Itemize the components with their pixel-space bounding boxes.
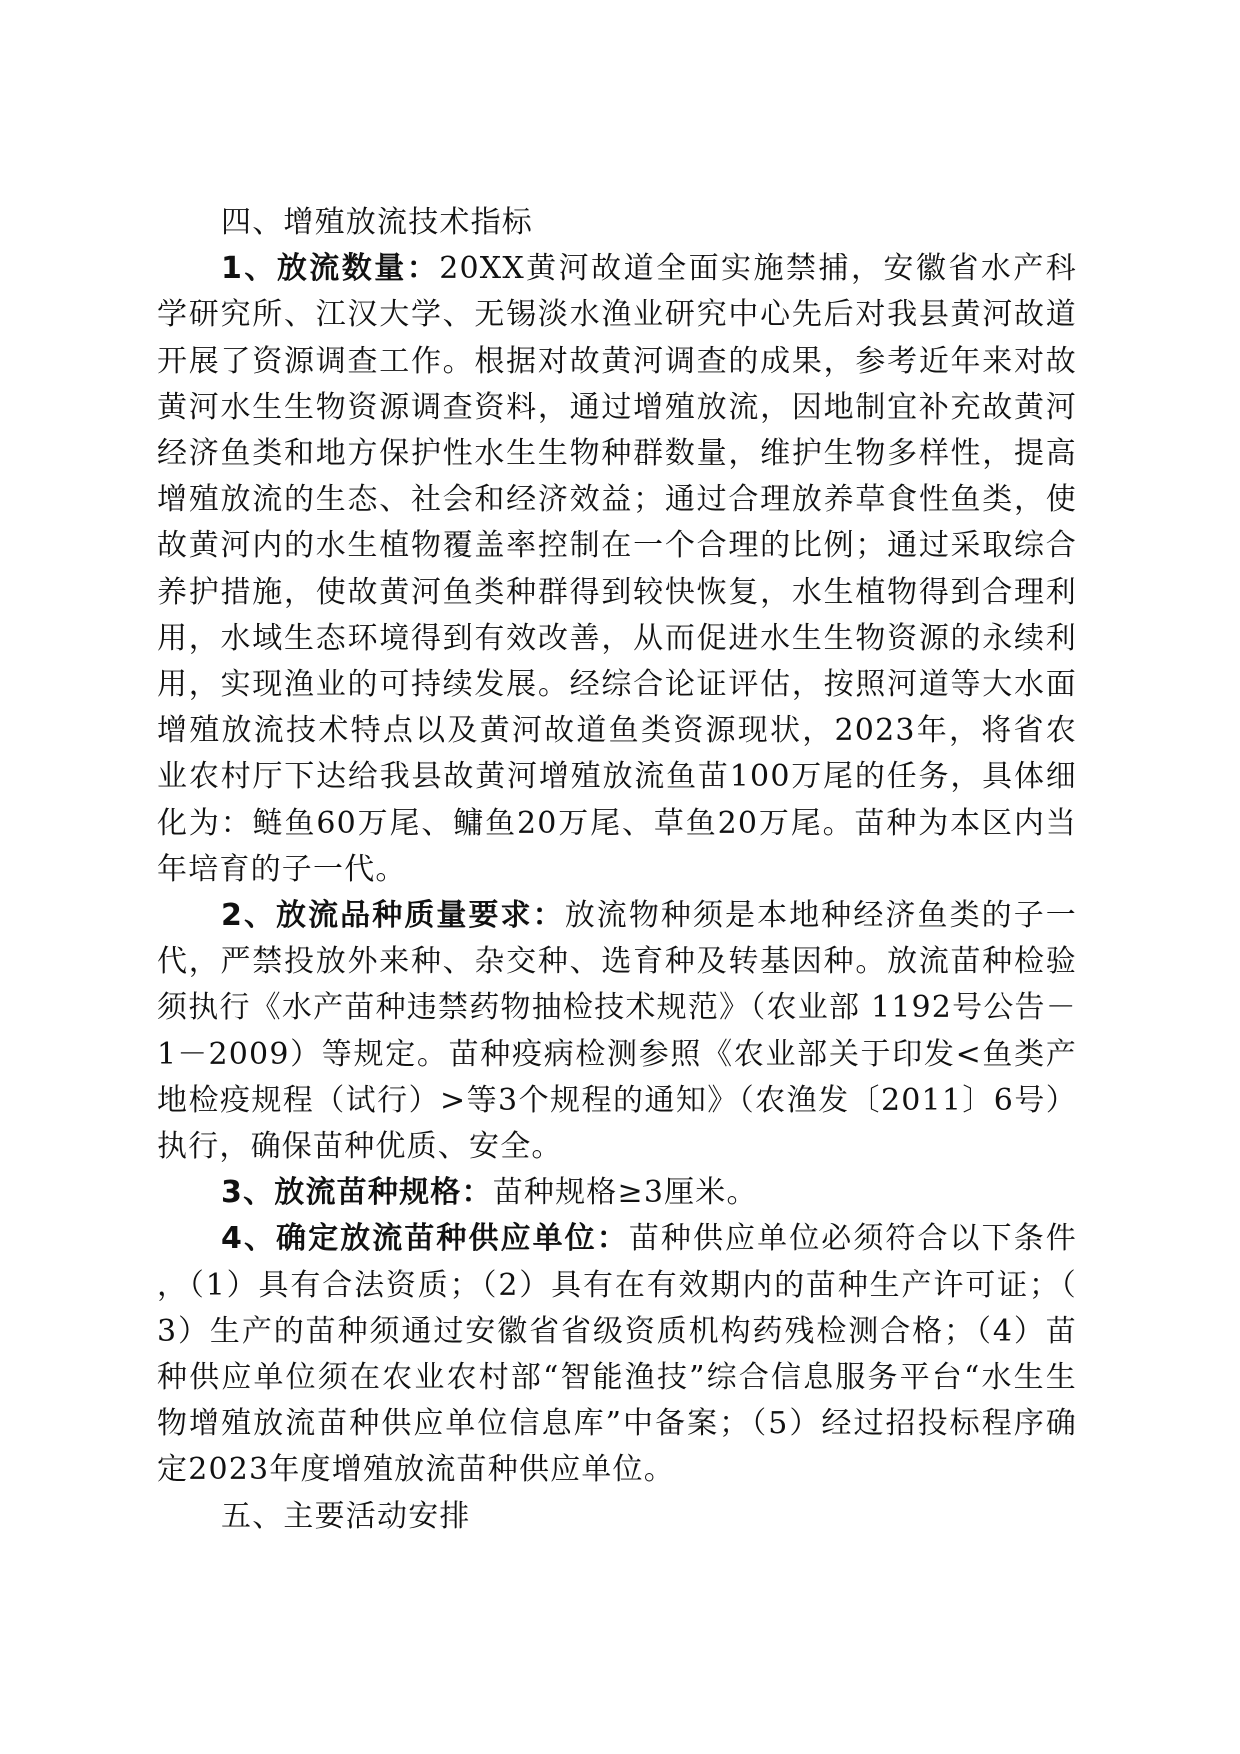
item-3-lead: 3、放流苗种规格： (221, 1175, 493, 1211)
item-2-body: 放流物种须是本地种经济鱼类的子一代，严禁投放外来种、杂交种、选育种及转基因种。放流苗种检验须执行《水产苗种违禁药物抽检技术规范》（农业部 1192号公告－1－2009）等规定。苗种疫病检测参照《农业部关于印发<鱼类产地检疫规程（试行）>等3个规程的通知》（农渔发〔2011〕6号）执行，确保苗种优质、安全。 (157, 898, 1077, 1165)
item-1-body: 20XX黄河故道全面实施禁捕，安徽省水产科学研究所、江汉大学、无锡淡水渔业研究中心先后对我县黄河故道开展了资源调查工作。根据对故黄河调查的成果，参考近年来对故黄河水生生物资源调查资料，通过增殖放流，因地制宜补充故黄河经济鱼类和地方保护性水生生物种群数量，维护生物多样性，提高增殖放流的生态、社会和经济效益；通过合理放养草食性鱼类，使故黄河内的水生植物覆盖率控制在一个合理的比例；通过采取综合养护措施，使故黄河鱼类种群得到较快恢复，水生植物得到合理利用，水域生态环境得到有效改善，从而促进水生生物资源的永续利用，实现渔业的可持续发展。经综合论证评估，按照河道等大水面增殖放流技术特点以及黄河故道鱼类资源现状，2023年，将省农业农村厅下达给我县故黄河增殖放流鱼苗100万尾的任务，具体细化为：鲢鱼60万尾、鳙鱼20万尾、草鱼20万尾。苗种为本区内当年培育的子一代。 (157, 251, 1077, 887)
item-1-paragraph (157, 246, 1077, 893)
item-3-body: 苗种规格≥3厘米。 (492, 1175, 758, 1211)
document-body (157, 200, 1077, 1540)
section-5-heading: 五、主要活动安排 (221, 1498, 471, 1534)
item-2-paragraph (157, 893, 1077, 1170)
item-2-lead: 2、放流品种质量要求： (221, 898, 565, 934)
section-4-heading: 四、增殖放流技术指标 (221, 205, 533, 240)
item-4-lead: 4、确定放流苗种供应单位： (221, 1221, 629, 1257)
item-4-body: 苗种供应单位必须符合以下条件，（1）具有合法资质；（2）具有在有效期内的苗种生产许可证；（3）生产的苗种须通过安徽省省级资质机构药残检测合格；（4）苗种供应单位须在农业农村部“智能渔技”综合信息服务平台“水生生物增殖放流苗种供应单位信息库”中备案；（5）经过招投标程序确定2023年度增殖放流苗种供应单位。 (157, 1221, 1077, 1488)
item-3-paragraph (157, 1170, 1077, 1216)
item-1-lead: 1、放流数量： (221, 251, 440, 287)
item-4-paragraph (157, 1216, 1077, 1493)
